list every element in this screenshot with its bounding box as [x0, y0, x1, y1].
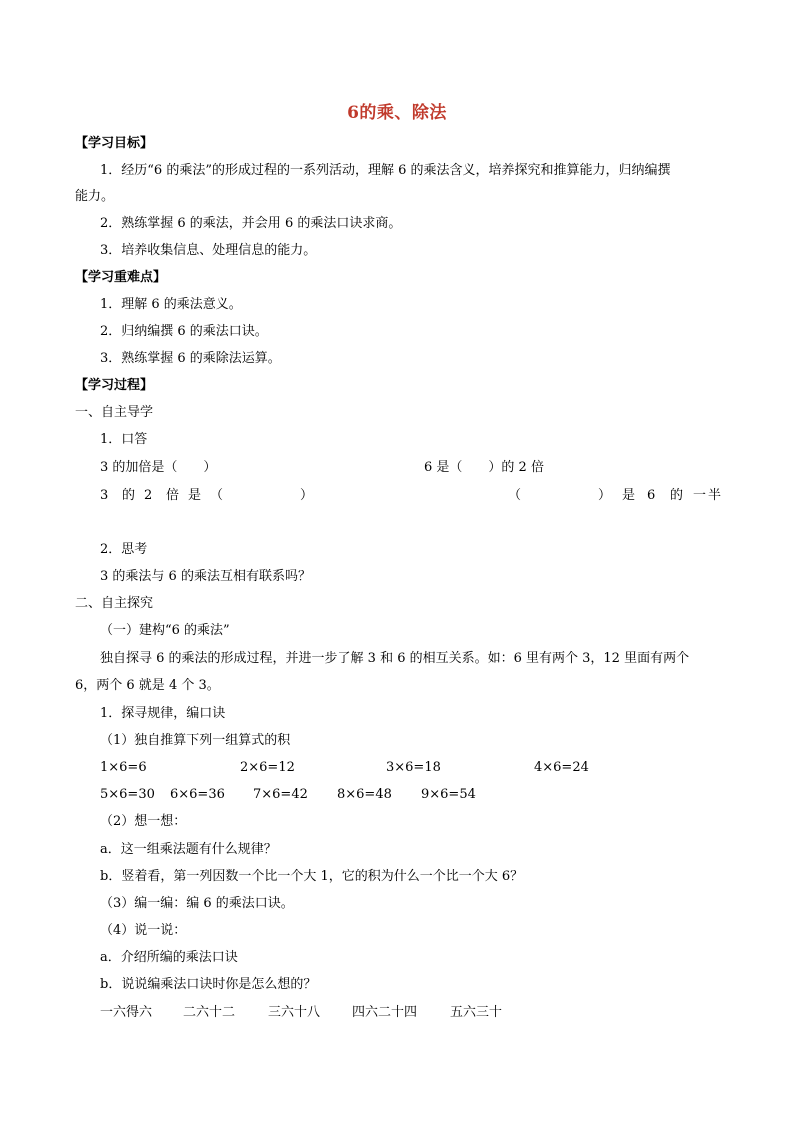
key-points-heading: 【学习重难点】	[75, 270, 167, 285]
oral-token: 6	[647, 488, 656, 503]
rhyme: 二六十二	[183, 1005, 236, 1020]
oral-token: 是	[188, 488, 202, 503]
equation: 8×6=48	[337, 787, 392, 802]
equation: 4×6=24	[534, 760, 589, 775]
oral-token: （	[210, 488, 224, 503]
oral-question-1: 3 的加倍是（ ）	[100, 460, 217, 475]
equation: 9×6=54	[421, 787, 476, 802]
section-self-study: 一、自主导学	[75, 405, 154, 420]
goal-item: 能力。	[75, 189, 115, 204]
question-a: a．这一组乘法题有什么规律？	[100, 842, 277, 857]
substep-4: （4）说一说：	[100, 923, 187, 938]
question-b: b．竖着看，第一列因数一个比一个大 1，它的积为什么一个比一个大 6？	[100, 869, 524, 884]
oral-token: 倍	[166, 488, 180, 503]
key-point-item: 3．熟练掌握 6 的乘除法运算。	[100, 351, 281, 366]
goal-item: 3．培养收集信息、处理信息的能力。	[100, 243, 317, 258]
oral-token: 3	[100, 488, 109, 503]
oral-token: 的	[122, 488, 136, 503]
equation: 6×6=36	[170, 787, 225, 802]
equation: 5×6=30	[100, 787, 155, 802]
oral-token: （	[508, 488, 522, 503]
oral-token: 2	[144, 488, 153, 503]
think-text: 3 的乘法与 6 的乘法互相有联系吗？	[100, 569, 311, 584]
substep-1: （1）独自推算下列一组算式的积	[100, 733, 291, 748]
key-point-item: 1．理解 6 的乘法意义。	[100, 297, 242, 312]
step-title: 1．探寻规律，编口诀	[100, 706, 226, 721]
rhyme: 四六二十四	[352, 1005, 418, 1020]
equation: 2×6=12	[240, 760, 295, 775]
equation: 3×6=18	[386, 760, 441, 775]
subsection-title: （一）建构“6 的乘法”	[100, 623, 230, 638]
document-title: 6的乘、除法	[347, 103, 447, 123]
oral-token: 半	[708, 488, 722, 503]
section-self-explore: 二、自主探究	[75, 596, 154, 611]
oral-token: 一	[693, 488, 707, 503]
equation: 7×6=42	[253, 787, 308, 802]
oral-token: ）	[300, 488, 314, 503]
rhyme: 三六十八	[268, 1005, 321, 1020]
key-point-item: 2．归纳编撰 6 的乘法口诀。	[100, 324, 268, 339]
substep-2: （2）想一想：	[100, 814, 187, 829]
question-a: a．介绍所编的乘法口诀	[100, 950, 238, 965]
oral-title: 1．口答	[100, 432, 148, 447]
question-b: b．说说编乘法口诀时你是怎么想的？	[100, 977, 317, 992]
goal-item: 1．经历“6 的乘法”的形成过程的一系列活动，理解 6 的乘法含义，培养探究和推算能力，归纳编撰	[100, 163, 671, 178]
rhyme: 一六得六	[100, 1005, 153, 1020]
intro-text: 独自探寻 6 的乘法的形成过程，并进一步了解 3 和 6 的相互关系。如：6 里有两个 3，12 里面有两个	[100, 651, 690, 666]
oral-token: 的	[670, 488, 684, 503]
goals-heading: 【学习目标】	[75, 136, 154, 151]
substep-3: （3）编一编：编 6 的乘法口诀。	[100, 896, 294, 911]
process-heading: 【学习过程】	[75, 378, 154, 393]
oral-token: ）	[598, 488, 612, 503]
oral-question-2: 6 是（ ）的 2 倍	[424, 460, 544, 475]
equation: 1×6=6	[100, 760, 147, 775]
think-title: 2．思考	[100, 542, 148, 557]
oral-token: 是	[622, 488, 636, 503]
rhyme: 五六三十	[450, 1005, 503, 1020]
intro-text: 6，两个 6 就是 4 个 3。	[75, 678, 220, 693]
goal-item: 2．熟练掌握 6 的乘法，并会用 6 的乘法口诀求商。	[100, 216, 402, 231]
